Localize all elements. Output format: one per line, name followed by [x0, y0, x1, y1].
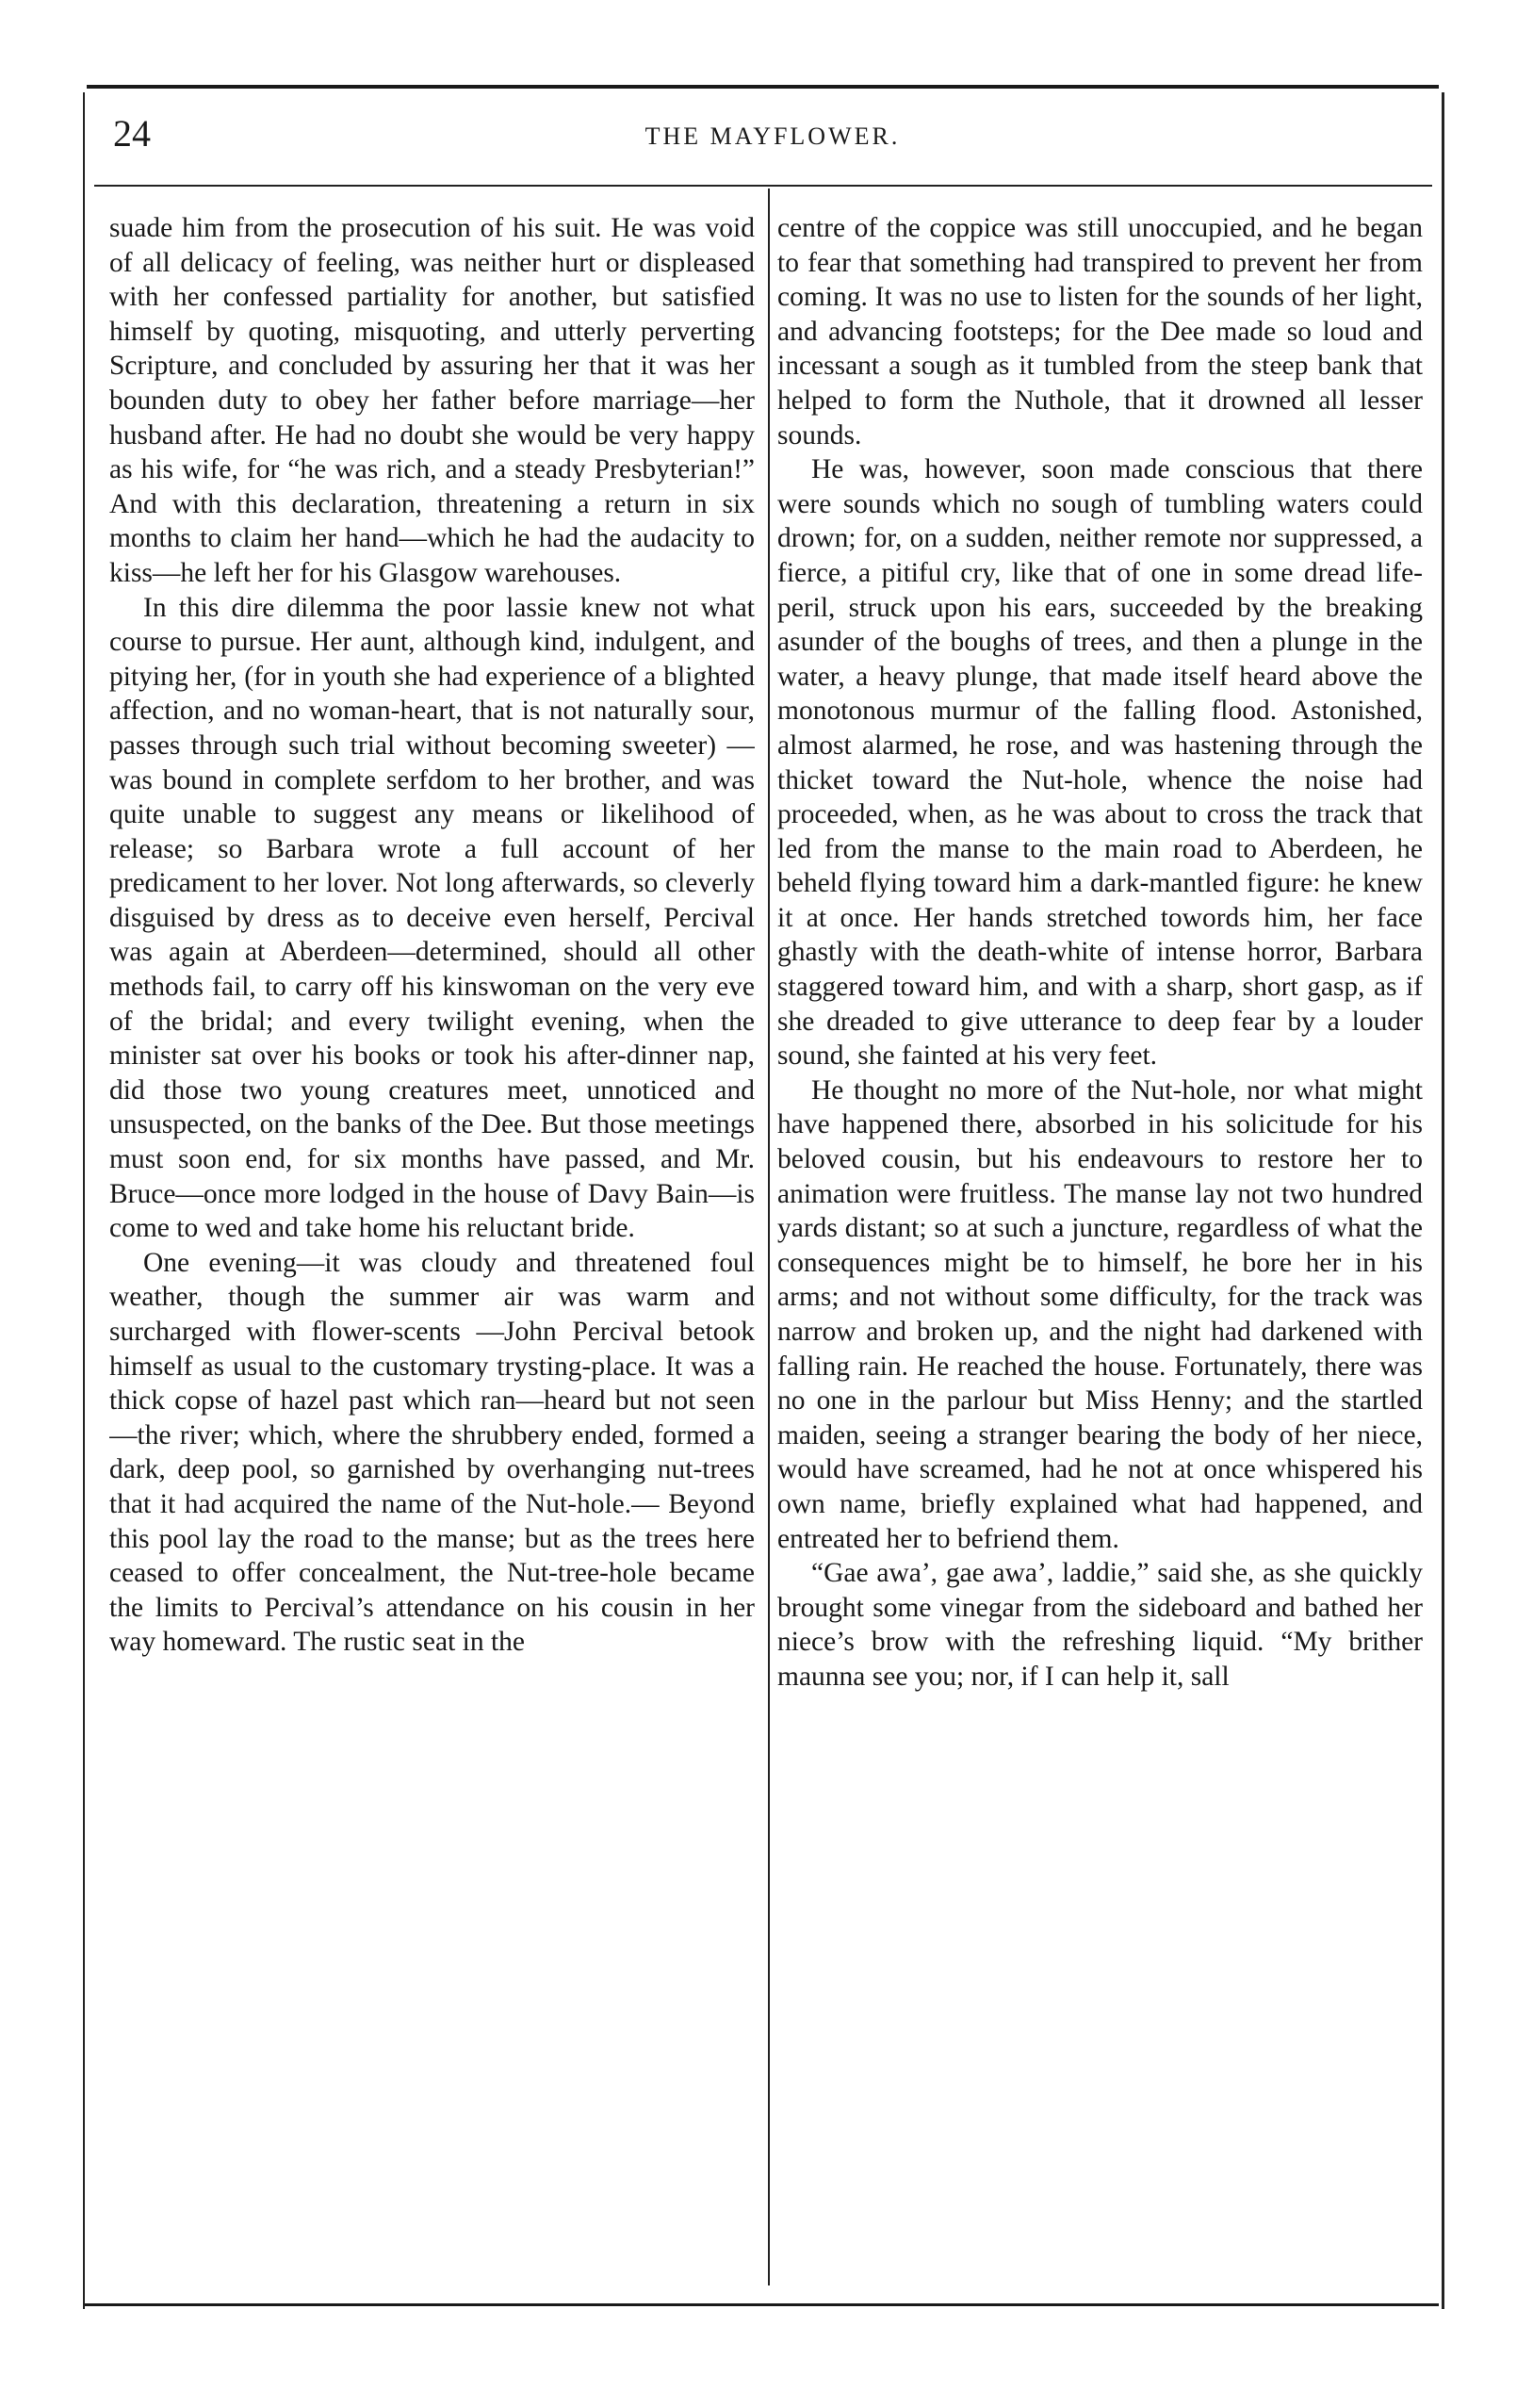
page-number: 24 [113, 112, 151, 155]
running-title: THE MAYFLOWER. [644, 123, 901, 150]
text-column-right [777, 211, 1423, 2275]
column-divider [768, 188, 770, 2285]
paragraph: In this dire dilemma the poor lassie knew not what course to pursue. Her aunt, although kind, indulgent, and pitying her, (for in youth she had experience of a blighted affection, and no woman-heart, that is not naturally sour, passes through such trial without becoming sweeter) — was bound in complete serfdom to her brother, and was quite unable to suggest any means or likelihood of release; so Barbara wrote a full account of her predicament to her lover. Not long afterwards, so cleverly disguised by dress as to deceive even herself, Percival was again at Aberdeen—determined, should all other methods fail, to carry off his kinswoman on the very eve of the bridal; and every twilight evening, when the minister sat over his books or took his after-dinner nap, did those two young creatures meet, unnoticed and unsuspected, on the banks of the Dee. But those meetings must soon end, for six months have passed, and Mr. Bruce—once more lodged in the house of Davy Bain—is come to wed and take home his reluctant bride. [109, 592, 755, 1244]
paragraph: suade him from the prosecution of his suit. He was void of all delicacy of feeling, was neither hurt or displeased with her confessed partiality for another, but satisfied himself by quoting, misquoting, and utterly perverting Scripture, and concluded by assuring her that it was her bounden duty to obey her father before marriage—her husband after. He had no doubt she would be very happy as his wife, for “he was rich, and a steady Presbyterian!” And with this declaration, threatening a return in six months to claim her hand—which he had the audacity to kiss—he left her for his Glasgow warehouses. [109, 213, 755, 588]
paragraph: He was, however, soon made conscious that there were sounds which no sough of tumbling waters could drown; for, on a sudden, neither remote nor suppressed, a fierce, a pitiful cry, like that of one in some dread life-peril, struck upon his ears, succeeded by the breaking asunder of the boughs of trees, and then a plunge in the water, a heavy plunge, that made itself heard above the monotonous murmur of the falling flood. Astonished, almost alarmed, he rose, and was hastening through the thicket toward the Nut-hole, whence the noise had proceeded, when, as he was about to cross the track that led from the manse to the main road to Aberdeen, he beheld flying toward him a dark-mantled figure: he knew it at once. Her hands stretched towords him, her face ghastly with the death-white of intense horror, Barbara staggered toward him, and with a sharp, short gasp, as if she dreaded to give utterance to deep fear by a louder sound, she fainted at his very feet. [777, 454, 1423, 1072]
paragraph: centre of the coppice was still unoccupied, and he began to fear that something had transpired to prevent her from coming. It was no use to listen for the sounds of her light, and advancing footsteps; for the Dee made so loud and incessant a sough as it tumbled from the steep bank that helped to form the Nuthole, that it drowned all lesser sounds. [777, 213, 1423, 450]
top-border-rule [87, 85, 1439, 89]
paragraph: He thought no more of the Nut-hole, nor what might have happened there, absorbed in his solicitude for his beloved cousin, but his endeavours to restore her to animation were fruitless. The manse lay not two hundred yards distant; so at such a juncture, regardless of what the consequences might be to himself, he bore her in his arms; and not without some difficulty, for the track was narrow and broken up, and the night had darkened with falling rain. He reached the house. Fortunately, there was no one in the parlour but Miss Henny; and the startled maiden, seeing a stranger bearing the body of her niece, would have screamed, had he not at once whispered his own name, briefly explained what had happened, and entreated her to befriend them. [777, 1074, 1423, 1554]
paragraph: “Gae awa’, gae awa’, laddie,” said she, as she quickly brought some vinegar from the sideboard and bathed her niece’s brow with the refreshing liquid. “My brither maunna see you; nor, if I can help it, sall [777, 1558, 1423, 1692]
text-column-left [109, 211, 755, 2275]
paragraph: One evening—it was cloudy and threatened foul weather, though the summer air was warm and surcharged with flower-scents —John Percival betook himself as usual to the customary trysting-place. It was a thick copse of hazel past which ran—heard but not seen—the river; which, where the shrubbery ended, formed a dark, deep pool, so garnished by overhanging nut-trees that it had acquired the name of the Nut-hole.— Beyond this pool lay the road to the manse; but as the trees here ceased to offer concealment, the Nut-tree-hole became the limits to Percival’s attendance on his cousin in her way homeward. The rustic seat in the [109, 1247, 755, 1658]
bottom-border-rule [85, 2303, 1439, 2306]
header-rule [94, 185, 1432, 187]
